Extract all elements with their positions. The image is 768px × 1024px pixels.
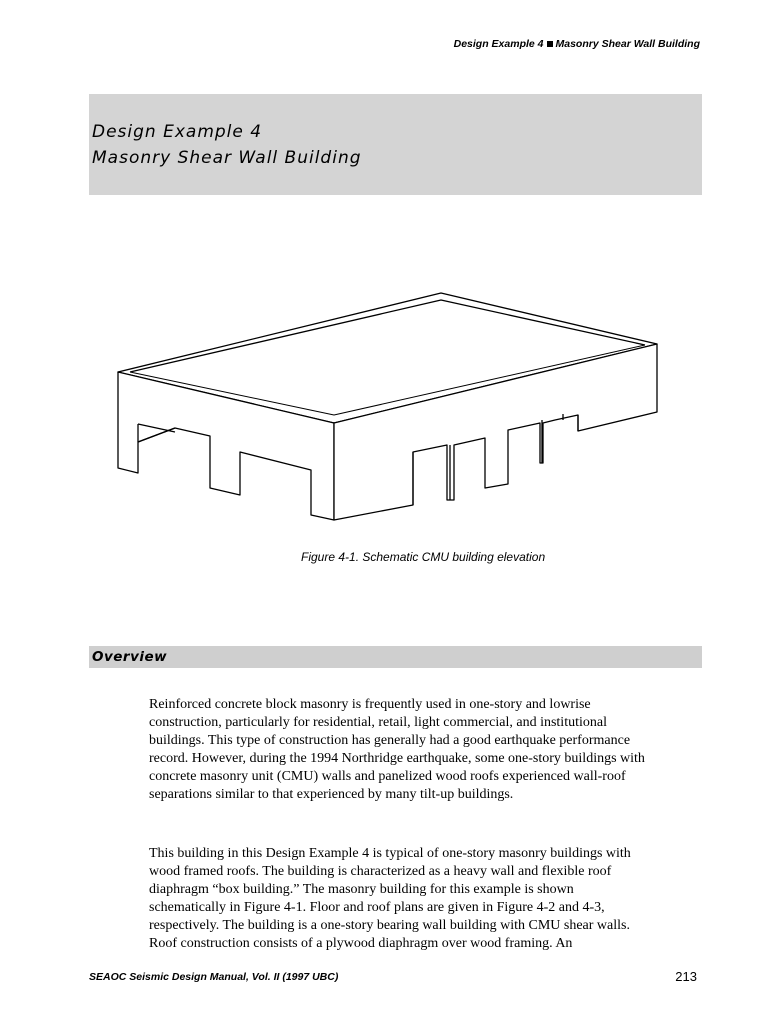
- section-heading: Overview: [92, 649, 168, 665]
- header-example-label: Design Example 4: [453, 38, 544, 50]
- paragraph-text: Reinforced concrete block masonry is frequently used in one-story and lowrise construction, particularly for residential, retail, light commercial, and institutional buildings. This type of construction has generally had a good earthquake performance record. However, during the 1994 Northridge earthquake, some one-story buildings with concrete masonry unit (CMU) walls and panelized wood roofs experienced wall-roof separations similar to that experienced by many tilt-up buildings.: [149, 697, 645, 803]
- square-bullet-icon: [547, 41, 553, 47]
- running-footer: SEAOC Seismic Design Manual, Vol. II (1997 UBC): [89, 971, 339, 983]
- title-box: [89, 94, 702, 195]
- cmu-building-figure: [100, 280, 670, 530]
- body-paragraph: [149, 845, 649, 954]
- title-line-1: Design Example 4: [92, 122, 263, 142]
- section-heading-bar: [89, 646, 702, 668]
- page-number: 213: [675, 969, 697, 984]
- paragraph-text: This building in this Design Example 4 is typical of one-story masonry buildings with wood framed roofs. The building is characterized as a heavy wall and flexible roof diaphragm “box building.” The masonry building for this example is shown schematically in Figure 4-1. Floor and roof plans are given in Figure 4-2 and 4-3, respectively. The building is a one-story bearing wall building with CMU shear walls. Roof construction consists of a plywood diaphragm over wood framing. An: [149, 846, 631, 952]
- running-header: [454, 38, 700, 50]
- figure-caption: Figure 4-1. Schematic CMU building elevation: [301, 550, 546, 564]
- title-line-2: Masonry Shear Wall Building: [92, 148, 362, 168]
- header-building-label: Masonry Shear Wall Building: [555, 38, 700, 50]
- body-paragraph: [149, 696, 649, 805]
